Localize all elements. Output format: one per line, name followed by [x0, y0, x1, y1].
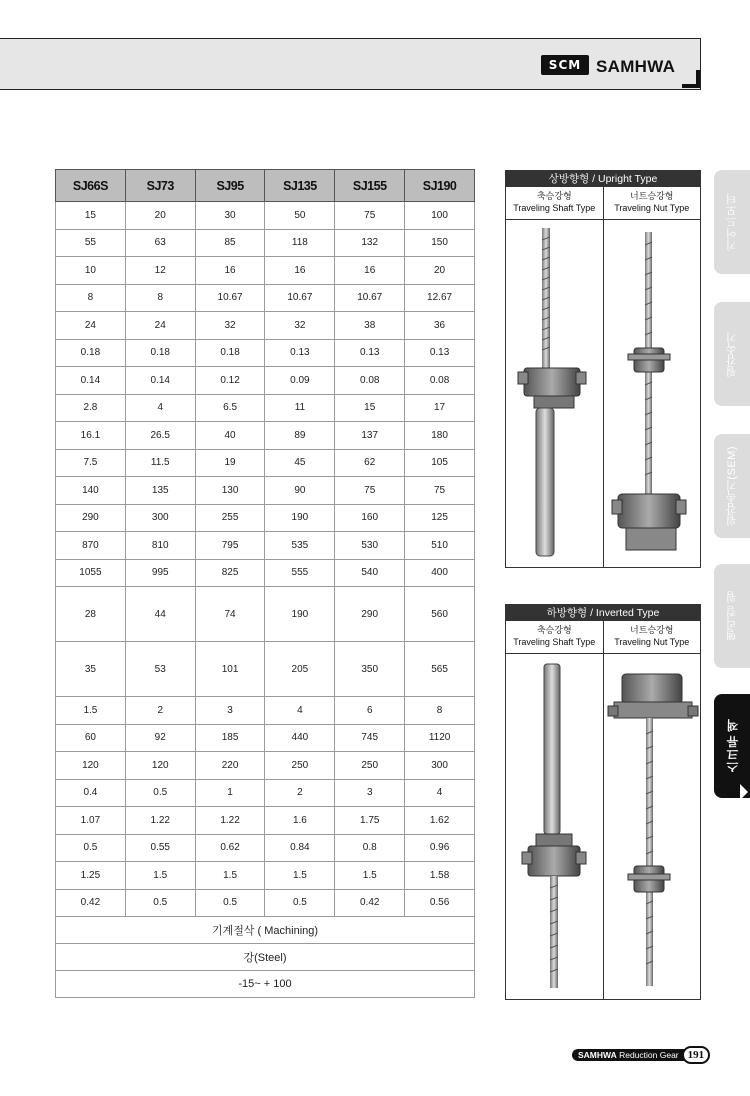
table-cell: 350: [335, 642, 405, 697]
table-cell: 6.5: [195, 394, 265, 422]
inverted-photos: [506, 654, 700, 1000]
inverted-title: 하방향형 / Inverted Type: [506, 605, 700, 621]
table-cell: 0.5: [125, 889, 195, 917]
table-cell: 0.56: [405, 889, 475, 917]
table-cell: 0.08: [405, 367, 475, 395]
table-cell: 40: [195, 422, 265, 450]
table-cell: 17: [405, 394, 475, 422]
table-cell: 185: [195, 724, 265, 752]
upright-right-label: [603, 187, 701, 219]
table-cell: 89: [265, 422, 335, 450]
table-cell: 20: [405, 257, 475, 285]
table-cell: 0.4: [56, 779, 126, 807]
table-cell: 4: [265, 697, 335, 725]
table-row: [56, 449, 475, 477]
table-row: [56, 257, 475, 285]
table-cell: 0.5: [56, 834, 126, 862]
table-cell: 810: [125, 532, 195, 560]
inverted-subheader: [506, 621, 700, 654]
table-row: [56, 367, 475, 395]
table-cell: 10.67: [195, 284, 265, 312]
table-cell: 1.6: [265, 807, 335, 835]
table-cell: 1.75: [335, 807, 405, 835]
brand-name: SAMHWA: [596, 57, 676, 76]
upright-shaft-photo: [506, 220, 603, 568]
table-cell: 11: [265, 394, 335, 422]
upright-title: 상방향형 / Upright Type: [506, 171, 700, 187]
table-cell: 7.5: [56, 449, 126, 477]
machining-row-cell: 기계절삭 ( Machining): [56, 917, 475, 944]
table-cell: 30: [195, 202, 265, 230]
table-cell: 101: [195, 642, 265, 697]
spec-table: [55, 169, 475, 998]
table-cell: 19: [195, 449, 265, 477]
table-cell: 45: [265, 449, 335, 477]
table-cell: 75: [335, 477, 405, 505]
table-row: [56, 862, 475, 890]
table-cell: 0.42: [56, 889, 126, 917]
footer-text: Reduction Gear: [619, 1050, 679, 1060]
table-cell: 0.12: [195, 367, 265, 395]
upright-photos: [506, 220, 700, 568]
upright-right-ko: 너트승강형: [630, 191, 674, 201]
inverted-right-en: Traveling Nut Type: [614, 637, 690, 647]
table-cell: 24: [56, 312, 126, 340]
table-cell: 44: [125, 587, 195, 642]
table-cell: 0.8: [335, 834, 405, 862]
material-row-cell: 강(Steel): [56, 944, 475, 971]
table-cell: 555: [265, 559, 335, 587]
table-cell: 0.18: [56, 339, 126, 367]
table-cell: 0.55: [125, 834, 195, 862]
upright-subheader: [506, 187, 700, 220]
table-cell: 2.8: [56, 394, 126, 422]
side-tab-label: 웜감속기(SEM): [726, 446, 738, 526]
table-cell: 190: [265, 504, 335, 532]
table-cell: 10.67: [335, 284, 405, 312]
column-header: SJ155: [335, 170, 405, 202]
table-cell: 130: [195, 477, 265, 505]
table-cell: 50: [265, 202, 335, 230]
table-cell: 125: [405, 504, 475, 532]
table-cell: 1.5: [335, 862, 405, 890]
inverted-right-ko: 너트승강형: [630, 625, 674, 635]
side-tab-geared-motor[interactable]: [714, 170, 750, 274]
side-tab-label: 스크류 잭: [725, 719, 740, 773]
table-cell: 0.5: [265, 889, 335, 917]
side-tab-worm-reducer-sem[interactable]: [714, 434, 750, 538]
footer-label: [572, 1049, 685, 1061]
table-body: [56, 202, 475, 998]
table-cell: 1.58: [405, 862, 475, 890]
table-cell: 0.14: [56, 367, 126, 395]
table-cell: 0.96: [405, 834, 475, 862]
table-cell: 8: [56, 284, 126, 312]
side-tab-label: 헬리컬 웜: [726, 591, 738, 641]
table-row: [56, 394, 475, 422]
inverted-right-label: [603, 621, 701, 653]
table-cell: 20: [125, 202, 195, 230]
table-cell: 63: [125, 229, 195, 257]
table-cell: 250: [265, 752, 335, 780]
table-row: [56, 202, 475, 230]
table-cell: 38: [335, 312, 405, 340]
table-cell: 0.5: [125, 779, 195, 807]
table-cell: 0.08: [335, 367, 405, 395]
table-cell: 825: [195, 559, 265, 587]
table-cell: 300: [125, 504, 195, 532]
table-cell: 85: [195, 229, 265, 257]
table-cell: 8: [125, 284, 195, 312]
table-cell: 0.09: [265, 367, 335, 395]
table-cell: 36: [405, 312, 475, 340]
table-cell: 290: [56, 504, 126, 532]
page-footer: [572, 1048, 710, 1062]
table-cell: 0.62: [195, 834, 265, 862]
table-row: [56, 834, 475, 862]
table-cell: 10.67: [265, 284, 335, 312]
column-header: SJ190: [405, 170, 475, 202]
page-number: 191: [682, 1046, 711, 1064]
table-cell: 118: [265, 229, 335, 257]
table-cell: 150: [405, 229, 475, 257]
temperature-row-cell: -15~ + 100: [56, 971, 475, 998]
table-cell: 75: [405, 477, 475, 505]
side-tab-helical-worm[interactable]: [714, 564, 750, 668]
table-row: [56, 504, 475, 532]
table-cell: 92: [125, 724, 195, 752]
table-cell: 1.07: [56, 807, 126, 835]
table-cell: 160: [335, 504, 405, 532]
table-cell: 10: [56, 257, 126, 285]
table-cell: 1055: [56, 559, 126, 587]
table-cell: 24: [125, 312, 195, 340]
column-header: SJ73: [125, 170, 195, 202]
table-cell: 35: [56, 642, 126, 697]
table-row: [56, 559, 475, 587]
table-row: [56, 752, 475, 780]
table-cell: 26.5: [125, 422, 195, 450]
table-cell: 74: [195, 587, 265, 642]
table-cell: 190: [265, 587, 335, 642]
table-cell: 400: [405, 559, 475, 587]
table-cell: 1.5: [265, 862, 335, 890]
table-cell: 220: [195, 752, 265, 780]
table-header-row: [56, 170, 475, 202]
table-cell: 53: [125, 642, 195, 697]
table-cell: 0.13: [265, 339, 335, 367]
table-cell: 12.67: [405, 284, 475, 312]
table-cell: 3: [335, 779, 405, 807]
table-cell: 565: [405, 642, 475, 697]
table-cell: 1.62: [405, 807, 475, 835]
column-header: SJ95: [195, 170, 265, 202]
table-cell: 0.13: [335, 339, 405, 367]
column-header: SJ135: [265, 170, 335, 202]
table-cell: 28: [56, 587, 126, 642]
screw-jack-upright-nut-icon: [604, 220, 701, 568]
table-cell: 140: [56, 477, 126, 505]
side-tab-label: 기어드모터: [726, 193, 738, 251]
table-cell: 0.84: [265, 834, 335, 862]
table-cell: 6: [335, 697, 405, 725]
upright-left-ko: 축승강형: [536, 191, 572, 201]
screw-jack-upright-shaft-icon: [506, 220, 603, 568]
samhwa-logo-icon: [541, 55, 589, 75]
table-cell: 62: [335, 449, 405, 477]
table-cell: 205: [265, 642, 335, 697]
table-cell: 870: [56, 532, 126, 560]
table-cell: 16: [265, 257, 335, 285]
table-cell: 745: [335, 724, 405, 752]
table-cell: 510: [405, 532, 475, 560]
temperature-row: [56, 971, 475, 998]
table-cell: 12: [125, 257, 195, 285]
table-cell: 120: [56, 752, 126, 780]
screw-jack-inverted-nut-icon: [604, 654, 701, 1000]
table-row: [56, 477, 475, 505]
table-cell: 32: [195, 312, 265, 340]
table-row: [56, 229, 475, 257]
table-row: [56, 779, 475, 807]
upright-left-label: [506, 187, 603, 219]
table-cell: 995: [125, 559, 195, 587]
table-cell: 250: [335, 752, 405, 780]
table-cell: 120: [125, 752, 195, 780]
header-corner-mark: [682, 70, 700, 88]
side-tab-screw-jack[interactable]: [714, 694, 750, 798]
table-cell: 15: [335, 394, 405, 422]
table-cell: 16: [335, 257, 405, 285]
table-cell: 290: [335, 587, 405, 642]
logo-text: SCM: [548, 58, 582, 72]
table-cell: 60: [56, 724, 126, 752]
table-cell: 132: [335, 229, 405, 257]
screw-jack-inverted-shaft-icon: [506, 654, 603, 1000]
table-row: [56, 642, 475, 697]
material-row: [56, 944, 475, 971]
side-tab-worm-reducer[interactable]: [714, 302, 750, 406]
table-row: [56, 312, 475, 340]
table-cell: 1.5: [56, 697, 126, 725]
table-cell: 105: [405, 449, 475, 477]
side-tab-label: 웜감속기: [726, 331, 738, 377]
inverted-left-label: [506, 621, 603, 653]
table-row: [56, 339, 475, 367]
table-cell: 0.18: [125, 339, 195, 367]
upright-left-en: Traveling Shaft Type: [513, 203, 596, 213]
table-cell: 795: [195, 532, 265, 560]
table-cell: 560: [405, 587, 475, 642]
table-cell: 1.22: [195, 807, 265, 835]
table-row: [56, 724, 475, 752]
table-row: [56, 889, 475, 917]
table-cell: 0.42: [335, 889, 405, 917]
table-cell: 440: [265, 724, 335, 752]
table-cell: 4: [405, 779, 475, 807]
inverted-shaft-photo: [506, 654, 603, 1000]
table-cell: 255: [195, 504, 265, 532]
table-cell: 540: [335, 559, 405, 587]
table-cell: 16.1: [56, 422, 126, 450]
table-cell: 11.5: [125, 449, 195, 477]
table-cell: 1.5: [195, 862, 265, 890]
table-cell: 1: [195, 779, 265, 807]
column-header: SJ66S: [56, 170, 126, 202]
table-cell: 1.22: [125, 807, 195, 835]
table-cell: 535: [265, 532, 335, 560]
table-cell: 0.13: [405, 339, 475, 367]
active-tab-pointer-icon: [740, 784, 748, 800]
inverted-type-panel: [505, 604, 701, 1000]
table-cell: 55: [56, 229, 126, 257]
table-row: [56, 532, 475, 560]
table-cell: 2: [125, 697, 195, 725]
table-cell: 90: [265, 477, 335, 505]
table-cell: 1.5: [125, 862, 195, 890]
table-cell: 300: [405, 752, 475, 780]
table-cell: 2: [265, 779, 335, 807]
table-row: [56, 807, 475, 835]
table-cell: 4: [125, 394, 195, 422]
table-cell: 1120: [405, 724, 475, 752]
upright-type-panel: [505, 170, 701, 568]
table-cell: 75: [335, 202, 405, 230]
footer-brand: SAMHWA: [578, 1050, 617, 1060]
inverted-left-en: Traveling Shaft Type: [513, 637, 596, 647]
table-row: [56, 284, 475, 312]
table-cell: 8: [405, 697, 475, 725]
table-cell: 32: [265, 312, 335, 340]
table-cell: 0.14: [125, 367, 195, 395]
table-cell: 0.18: [195, 339, 265, 367]
table-cell: 135: [125, 477, 195, 505]
table-cell: 180: [405, 422, 475, 450]
machining-row: [56, 917, 475, 944]
table-cell: 3: [195, 697, 265, 725]
upright-right-en: Traveling Nut Type: [614, 203, 690, 213]
upright-nut-photo: [603, 220, 701, 568]
inverted-nut-photo: [603, 654, 701, 1000]
table-cell: 530: [335, 532, 405, 560]
table-cell: 100: [405, 202, 475, 230]
table-cell: 16: [195, 257, 265, 285]
inverted-left-ko: 축승강형: [536, 625, 572, 635]
table-cell: 1.25: [56, 862, 126, 890]
table-cell: 0.5: [195, 889, 265, 917]
table-cell: 137: [335, 422, 405, 450]
table-row: [56, 587, 475, 642]
table-cell: 15: [56, 202, 126, 230]
table-row: [56, 422, 475, 450]
table-row: [56, 697, 475, 725]
